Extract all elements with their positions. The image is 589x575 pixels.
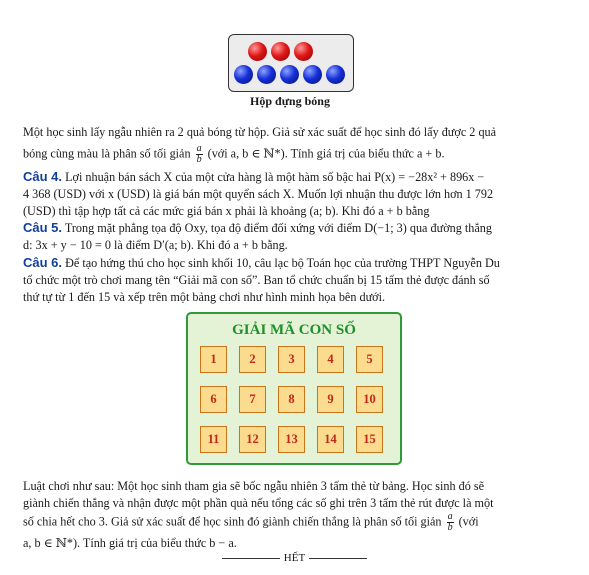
board-title: GIẢI MÃ CON SỐ [232,322,356,338]
number-tile: 2 [239,346,266,373]
number-tile: 7 [239,386,266,413]
rules-line: giành chiến thắng và nhận được một phần quà nếu tổng các số ghi trên 3 tấm thẻ rút được là một [23,496,494,510]
question-text: Trong mặt phẳng tọa độ Oxy, tọa độ điểm đối xứng với điểm D(−1; 3) qua đường thẳng [64,221,492,235]
intro-text: bóng cùng màu là phân số tối giản [23,146,191,161]
number-tile: 14 [317,426,344,453]
intro-line [23,144,568,165]
number-tile: 3 [278,346,305,373]
blue-ball [280,65,299,84]
blue-ball [326,65,345,84]
number-tile: 6 [200,386,227,413]
rules-text: (với [458,514,479,529]
question-text: thứ tự từ 1 đến 15 và xếp trên một bảng chơi như hình minh họa bên dưới. [23,290,386,304]
figure-caption: Hộp đựng bóng [250,94,330,108]
blue-ball [303,65,322,84]
red-ball [248,42,267,61]
intro-line: Một học sinh lấy ngẫu nhiên ra 2 quả bóng từ hộp. Giả sử xác suất để học sinh đó lấy được 2 quả [23,125,497,139]
question-label: Câu 6. [23,255,63,270]
question-text: (USD) thì tập hợp tất cả các mức giá bán x phải là khoảng (a; b). Khi đó a + b bằng [23,204,430,218]
number-tile: 15 [356,426,383,453]
red-ball [271,42,290,61]
number-tile: 5 [356,346,383,373]
fraction-numerator: a [447,511,453,522]
rules-line: a, b ∈ ℕ*). Tính giá trị của biểu thức b − a. [23,536,237,550]
question-text: 4 368 (USD) với x (USD) là giá bán một quyển sách X. Muốn lợi nhuận thu được lớn hơn 1 792 [23,187,494,201]
question-4 [23,168,568,220]
rules-paragraph [23,478,568,552]
number-tile: 1 [200,346,227,373]
fraction-numerator: a [196,143,202,154]
question-text: Để tạo hứng thú cho học sinh khối 10, câu lạc bộ Toán học của trường THPT Nguyễn Du [65,256,500,270]
number-tile: 11 [200,426,227,453]
divider [222,558,280,559]
end-marker [0,552,589,564]
rules-line: Luật chơi như sau: Một học sinh tham gia sẽ bốc ngẫu nhiên 3 tấm thẻ từ bảng. Học sinh đó sẽ [23,479,485,493]
question-6 [23,254,568,306]
number-tile: 4 [317,346,344,373]
blue-ball [234,65,253,84]
number-tile: 10 [356,386,383,413]
game-board [186,312,402,465]
end-text: HẾT [283,552,306,564]
question-label: Câu 5. [23,220,63,235]
question-5 [23,219,568,254]
rules-text: số chia hết cho 3. Giả sử xác suất để học sinh đó giành chiến thắng là phân số tối giản [23,514,442,529]
question-text: d: 3x + y − 10 = 0 là điểm D′(a; b). Khi đó a + b bằng. [23,238,288,252]
fraction-denominator: b [447,522,453,533]
red-ball [294,42,313,61]
divider [309,558,367,559]
ball-box-figure [228,34,354,92]
fraction-denominator: b [196,154,202,165]
fraction-a-over-b [447,512,454,533]
number-tile: 9 [317,386,344,413]
number-tile: 8 [278,386,305,413]
question-text: Lợi nhuận bán sách X của một cửa hàng là một hàm số bậc hai P(x) = −28x² + 896x − [65,170,485,184]
rules-line [23,512,568,533]
number-tile: 13 [278,426,305,453]
number-tile: 12 [239,426,266,453]
intro-text: (với a, b ∈ ℕ*). Tính giá trị của biểu thức a + b. [207,146,445,161]
intro-paragraph [23,124,568,165]
question-label: Câu 4. [23,169,63,184]
question-text: tổ chức một trò chơi mang tên “Giải mã con số”. Ban tổ chức chuẩn bị 15 tấm thẻ được đánh số [23,273,490,287]
fraction-a-over-b [196,144,203,165]
blue-ball [257,65,276,84]
